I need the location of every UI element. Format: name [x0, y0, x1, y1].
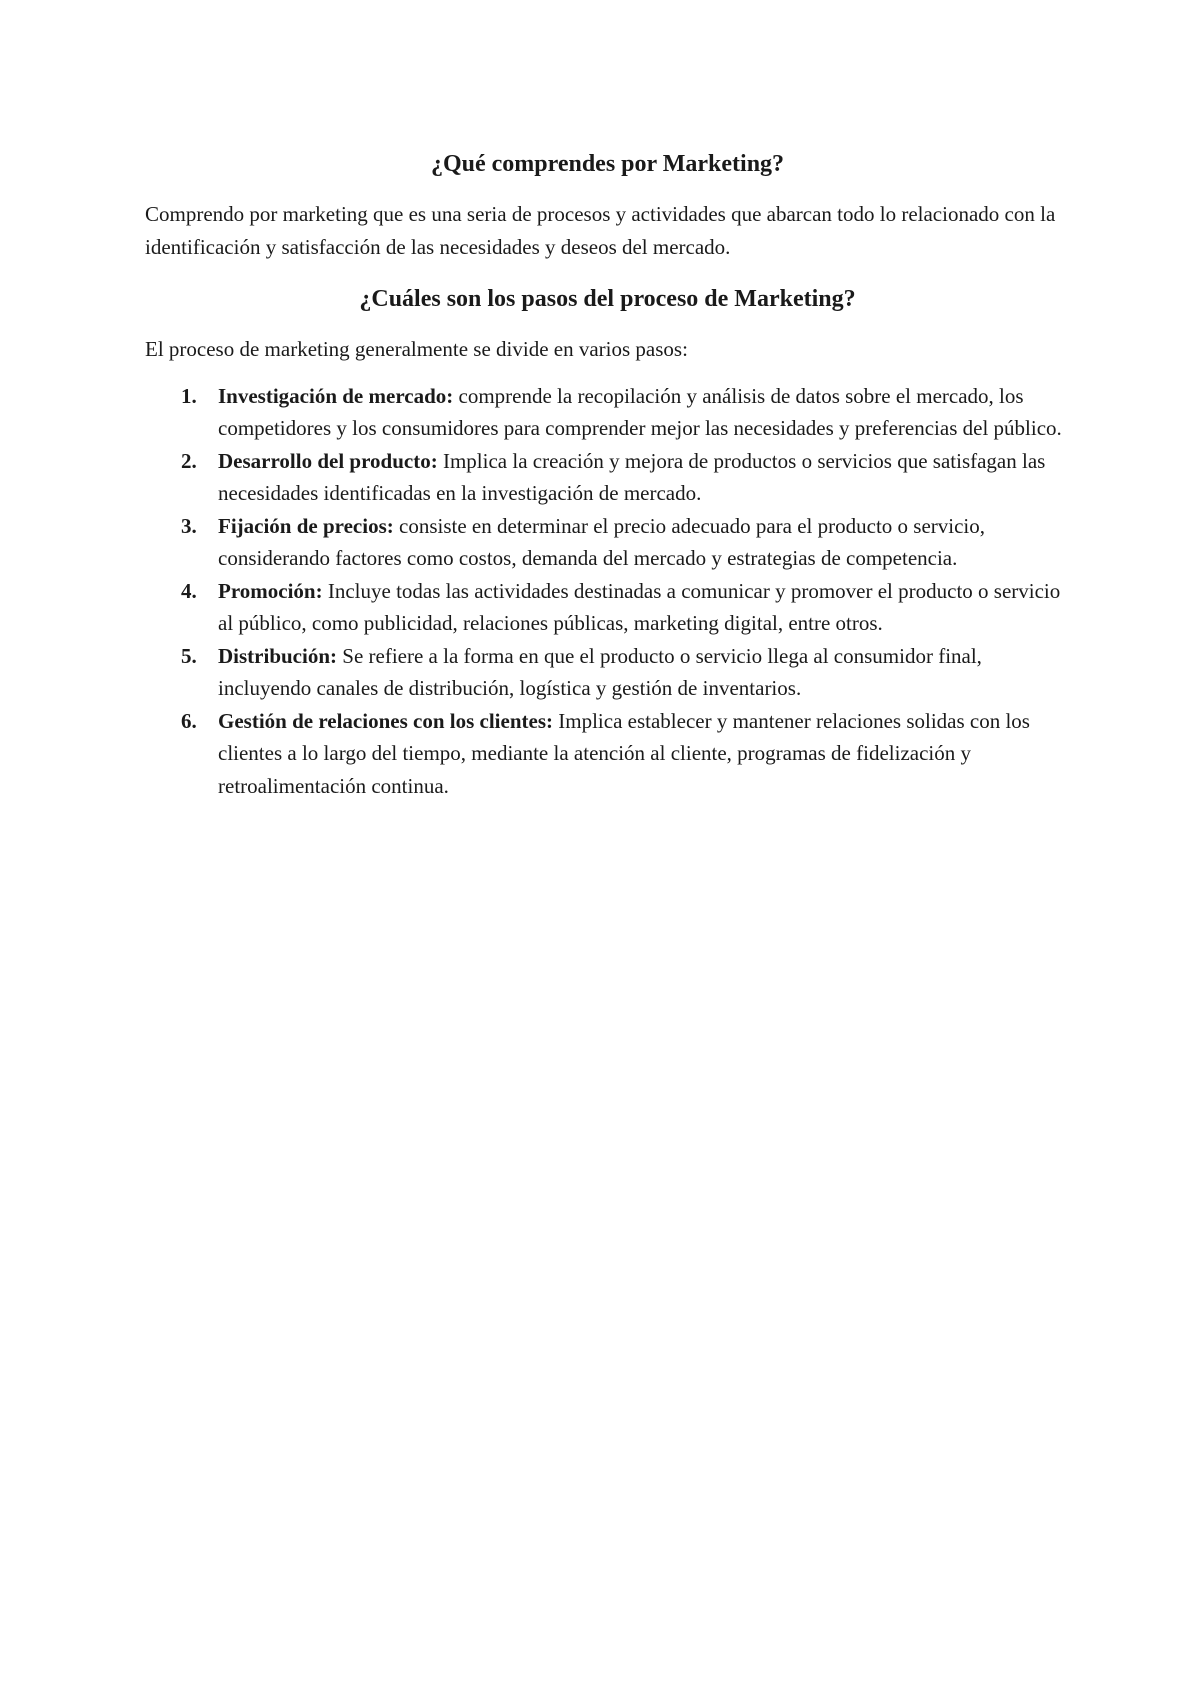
heading-what-is-marketing: ¿Qué comprendes por Marketing?: [430, 151, 785, 177]
list-item-number: 2.: [181, 448, 197, 473]
list-item-text: Implica la creación y mejora de productos o servicios que satisfagan las necesidades identificadas en la investigación de mercado.: [218, 448, 1046, 505]
list-item-text: Implica establecer y mantener relaciones solidas con los clientes a lo largo del tiempo, mediante la atención al cliente, programas de fidelización y retroalimentación continua.: [218, 708, 1030, 798]
steps-list: [145, 380, 1070, 803]
list-item-text: consiste en determinar el precio adecuado para el producto o servicio, considerando factores como costos, demanda del mercado y estrategias de competencia.: [218, 513, 986, 570]
list-item: [145, 575, 1070, 640]
list-item-term: Desarrollo del producto:: [218, 448, 443, 473]
list-item: [145, 380, 1070, 445]
list-item-number: 1.: [181, 383, 197, 408]
list-item-text: Se refiere a la forma en que el producto o servicio llega al consumidor final, incluyendo canales de distribución, logística y gestión de inventarios.: [218, 643, 982, 700]
heading-marketing-steps: ¿Cuáles son los pasos del proceso de Marketing?: [359, 286, 856, 312]
list-item-term: Promoción:: [218, 578, 328, 603]
list-item-number: 4.: [181, 578, 197, 603]
list-item: [145, 445, 1070, 510]
list-item: [145, 510, 1070, 575]
list-item: [145, 705, 1070, 803]
list-item-number: 5.: [181, 643, 197, 668]
list-item-term: Gestión de relaciones con los clientes:: [218, 708, 559, 733]
list-item-term: Fijación de precios:: [218, 513, 400, 538]
list-item: [145, 640, 1070, 705]
list-item-term: Investigación de mercado:: [218, 383, 459, 408]
paragraph-definition: Comprendo por marketing que es una seria de procesos y actividades que abarcan todo lo relacionado con la identificación y satisfacción de las necesidades y deseos del mercado.: [145, 202, 1056, 259]
list-item-number: 6.: [181, 708, 197, 733]
list-item-text: Incluye todas las actividades destinadas a comunicar y promover el producto o servicio al público, como publicidad, relaciones públicas, marketing digital, entre otros.: [218, 578, 1061, 635]
paragraph-steps-intro: El proceso de marketing generalmente se divide en varios pasos:: [145, 337, 688, 361]
list-item-text: comprende la recopilación y análisis de datos sobre el mercado, los competidores y los consumidores para comprender mejor las necesidades y preferencias del público.: [218, 383, 1062, 440]
list-item-number: 3.: [181, 513, 197, 538]
list-item-term: Distribución:: [218, 643, 343, 668]
